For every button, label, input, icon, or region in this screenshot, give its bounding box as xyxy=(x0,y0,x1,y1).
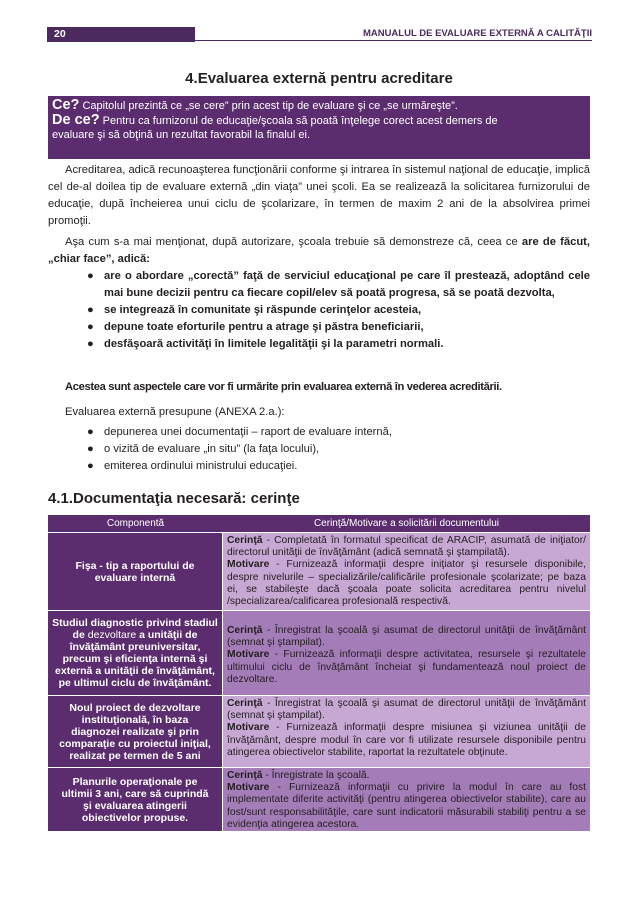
section-number: 4. xyxy=(185,70,198,87)
ce-line xyxy=(52,98,586,113)
page-header xyxy=(47,27,592,42)
motivare-value: - Furnizează informaţii despre iniţiator şi resursele disponibile, despre nivelurile – specializările/calificările profesionale şcolarizate; pe baza ei, se stabileşte dacă şcoala poate solicita acreditarea pentru nivelul /specializarea/calificarea profesională respectivă. xyxy=(227,559,586,608)
component-cell: Fişa - tip a raportului de evaluare internă xyxy=(48,533,223,610)
dece-line xyxy=(52,113,586,128)
cerinta-text xyxy=(227,535,586,559)
section-title-text: Evaluarea externă pentru acreditare xyxy=(197,70,453,87)
header-rule xyxy=(195,40,592,41)
motivare-label: Motivare xyxy=(227,782,270,794)
component-cell xyxy=(48,611,223,695)
requirement-cell xyxy=(223,533,590,610)
motivare-label: Motivare xyxy=(227,649,270,661)
paragraph-acreditare: Acreditarea, adică recunoaşterea funcţionării conforme şi intrarea în sistemul naţional de educaţie, implică cel de-al doilea tip de evaluare externă „din viaţa” unei şcoli. Ea se realizează la solicitarea furnizorului de educaţie, după încheierea unui ciclu de şcolarizare, în termen de maxim 2 ani de la absolvirea primei promoţii. xyxy=(48,164,590,227)
list-item xyxy=(87,458,590,475)
motivare-text xyxy=(227,649,586,686)
section-title xyxy=(0,70,638,87)
requirement-cell xyxy=(223,696,590,767)
subsection-title-text: Documentaţia necesară: cerinţe xyxy=(73,490,300,507)
subsection-title xyxy=(48,490,300,507)
table-row xyxy=(48,610,590,695)
dece-text-2: evaluare şi să obţină un rezultat favorabil la finalul ei. xyxy=(52,129,311,141)
motivare-text xyxy=(227,722,586,759)
ce-label: Ce? xyxy=(52,97,80,113)
requirement-cell xyxy=(223,611,590,695)
motivare-text xyxy=(227,782,586,831)
motivare-value: - Furnizează informaţii despre misiunea şi viziunea unităţii de învăţământ, despre modul în care vor fi utilizate resursele disponibile pentru atingerea obiectivelor stabilite, raportat la rezultatele obţinute. xyxy=(227,722,586,758)
bullet-icon: ● xyxy=(87,304,94,316)
cerinta-label: Cerinţă xyxy=(227,535,263,546)
cerinta-value: - Completată în formatul specificat de ARACIP, asumată de iniţiator/ directorul unităţii de învăţământ (adică semnată şi ştampilată). xyxy=(227,535,586,559)
subsection-number: 4.1. xyxy=(48,490,74,507)
ce-text: Capitolul prezintă ce „se cere” prin acest tip de evaluare şi ce „se urmăreşte”. xyxy=(82,100,458,112)
requirements-table xyxy=(48,515,590,831)
paragraph-chiar-face-normal: Aşa cum s-a mai menţionat, după autorizare, şcoala trebuie să demonstreze că, ceea ce xyxy=(65,236,522,248)
list-item-text: are o abordare „corectă” faţă de serviciul educaţional pe care îl prestează, adoptând cele mai bune decizii pentru ca fiecare copil/elev să poată progresa, să se poată dezvolta, xyxy=(104,270,590,299)
component-text-normal: dezvoltare xyxy=(84,629,140,641)
component-cell: Planurile operaţionale pe ultimii 3 ani, care să cuprindă şi evaluarea atingerii obiectivelor propuse. xyxy=(48,768,223,831)
cerinta-label: Cerinţă xyxy=(227,625,263,636)
component-text: Studiul diagnostic privind stadiul de xyxy=(52,617,218,641)
list-item xyxy=(87,302,590,319)
bold-bullet-list xyxy=(87,268,590,353)
bullet-list xyxy=(87,424,590,475)
page-number: 20 xyxy=(47,27,195,42)
running-title: MANUALUL DE EVALUARE EXTERNĂ A CALITĂŢII xyxy=(362,28,592,39)
list-item-text: depunerea unei documentaţii – raport de evaluare internă, xyxy=(104,426,392,438)
dece-text-1: Pentru ca furnizorul de educaţie/şcoala să poată înţelege corect acest demers de xyxy=(102,115,498,127)
motivare-label: Motivare xyxy=(227,559,270,571)
bullet-icon: ● xyxy=(87,338,94,350)
motivare-text xyxy=(227,559,586,608)
paragraph-chiar-face-bold: are de făcut, „chiar face”, adică: xyxy=(48,236,590,265)
cerinta-label: Cerinţă xyxy=(227,770,263,781)
bullet-icon: ● xyxy=(87,460,94,472)
dece-line-2 xyxy=(52,128,586,142)
bullet-icon: ● xyxy=(87,426,94,438)
table-row xyxy=(48,532,590,610)
column-header-component: Componentă xyxy=(106,518,165,529)
motivare-value: - Furnizează informaţii despre activitatea, resursele şi rezultatele ultimului ciclu de învăţământ încheiat şi fundamentează noul proiect de dezvoltare. xyxy=(227,649,586,685)
list-item xyxy=(87,336,590,353)
intro-box xyxy=(48,96,590,159)
paragraph-chiar-face xyxy=(48,234,590,268)
list-item xyxy=(87,268,590,302)
list-item-text: depune toate eforturile pentru a atrage şi păstra beneficiarii, xyxy=(104,321,424,333)
table-header xyxy=(48,515,590,532)
table-row xyxy=(48,767,590,831)
cerinta-text xyxy=(227,625,586,649)
list-item-text: desfăşoară activităţi în limitele legalităţii şi la parametri normali. xyxy=(104,338,444,350)
bullet-icon: ● xyxy=(87,443,94,455)
list-item xyxy=(87,441,590,458)
paragraph-aspecte: Acestea sunt aspectele care vor fi urmărite prin evaluarea externă în vederea acreditării. xyxy=(65,381,502,393)
motivare-value: - Furnizează informaţii cu privire la modul în care au fost implementate diferite activităţi (pentru atingerea obiectivelor stabilite), care au fost/sunt responsabilităţile, care sunt indicatorii măsurabili stabiliţi pentru a se evidenţia atingerea acestora. xyxy=(227,782,586,830)
list-item-text: se integrează în comunitate şi răspunde cerinţelor acesteia, xyxy=(104,304,422,316)
bullet-icon: ● xyxy=(87,321,94,333)
cerinta-value: - Înregistrate la şcoală. xyxy=(262,770,370,781)
column-header-requirement: Cerinţă/Motivare a solicitării documentului xyxy=(313,518,500,529)
list-item-text: emiterea ordinului ministrului educaţiei. xyxy=(104,460,298,472)
cerinta-label: Cerinţă xyxy=(227,698,263,709)
dece-label: De ce? xyxy=(52,112,100,128)
cerinta-text xyxy=(227,770,586,782)
cerinta-text xyxy=(227,698,586,722)
list-item xyxy=(87,424,590,441)
requirement-cell xyxy=(223,768,590,831)
component-cell: Noul proiect de dezvoltare instituţională, în baza diagnozei realizate şi prin comparaţie cu proiectul iniţial, realizat pe termen de 5 ani xyxy=(48,696,223,767)
table-row xyxy=(48,695,590,767)
paragraph-presupune: Evaluarea externă presupune (ANEXA 2.a.): xyxy=(65,406,285,418)
component-text: a unităţii de învăţământ preuniversitar, precum şi eficienţa internă şi externă a unităţii de învăţământ, pe ultimul ciclu de învăţământ. xyxy=(55,629,215,689)
cerinta-value: - Înregistrat la şcoală şi asumat de directorul unităţii de învăţământ (semnat şi ştampilat). xyxy=(227,625,586,649)
motivare-label: Motivare xyxy=(227,722,270,734)
list-item xyxy=(87,319,590,336)
cerinta-value: - Înregistrat la şcoală şi asumat de directorul unităţii de învăţământ (semnat şi ştampilat). xyxy=(227,698,586,722)
bullet-icon: ● xyxy=(87,270,94,282)
list-item-text: o vizită de evaluare „in situ” (la faţa locului), xyxy=(104,443,320,455)
